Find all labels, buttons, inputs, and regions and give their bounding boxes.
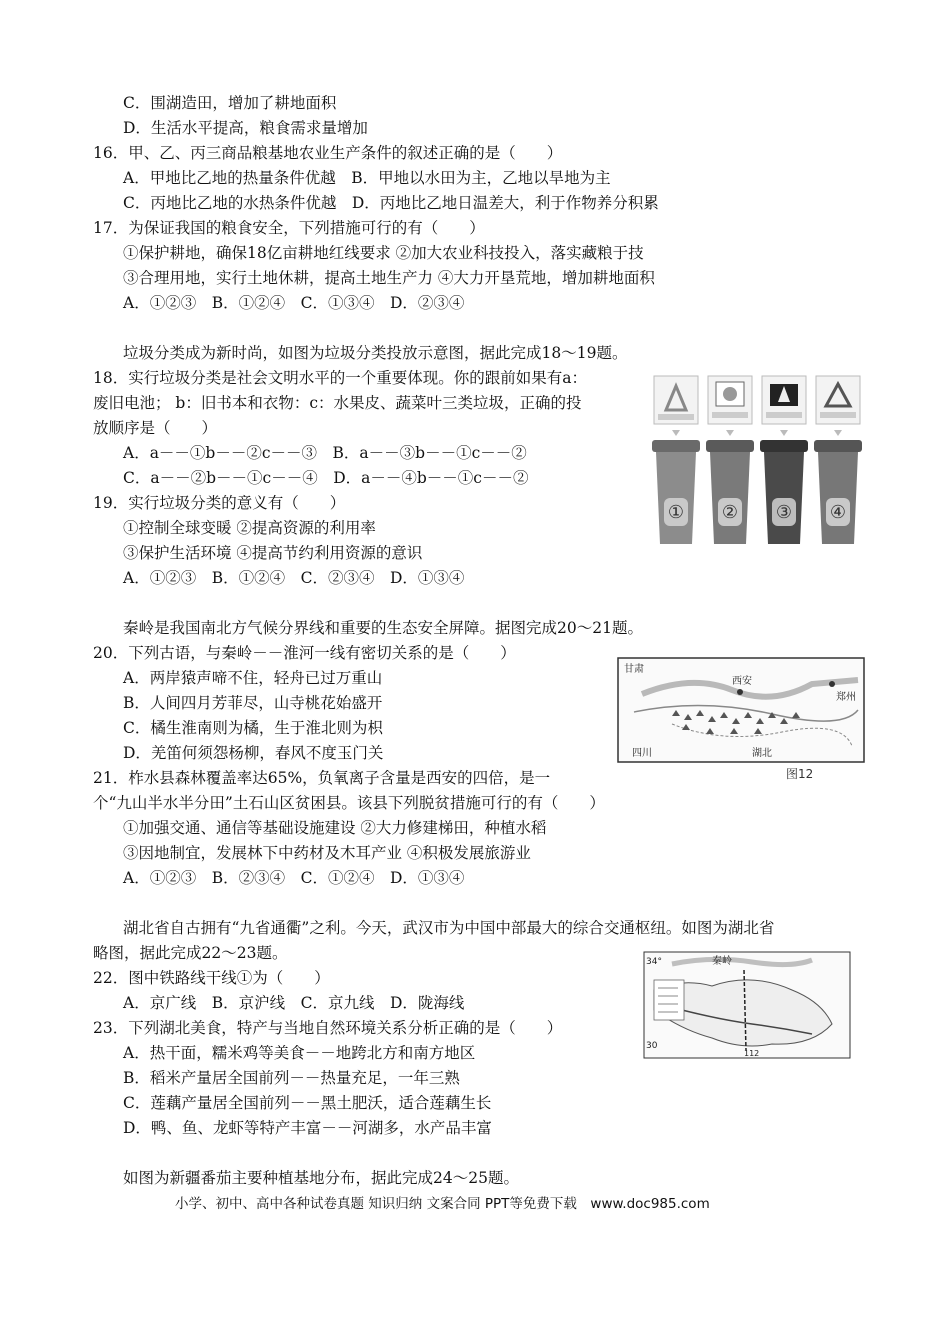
page-footer: 小学、初中、高中各种试卷真题 知识归纳 文案合同 PPT等免费下载 www.doc985.com	[175, 1196, 710, 1212]
svg-text:图12: 图12	[786, 767, 814, 781]
qinling-map-figure	[612, 654, 872, 786]
svg-text:西安: 西安	[732, 676, 752, 687]
question-19: 19．实行垃圾分类的意义有（ ）	[93, 494, 346, 512]
question-21-line2: 个“九山半水半分田”土石山区贫困县。该县下列脱贫措施可行的有（ ）	[93, 794, 605, 812]
bin-2	[706, 440, 754, 544]
statement-19-1: ①控制全球变暖 ②提高资源的利用率	[123, 519, 376, 537]
svg-text:②: ②	[721, 502, 739, 523]
option-23d: D．鸭、鱼、龙虾等特产丰富－－河湖多，水产品丰富	[123, 1119, 492, 1137]
question-18-line1: 18．实行垃圾分类是社会文明水平的一个重要体现。你的跟前如果有a：	[93, 369, 587, 387]
svg-text:秦岭: 秦岭	[712, 956, 732, 967]
question-23: 23．下列湖北美食，特产与当地自然环境关系分析正确的是（ ）	[93, 1019, 563, 1037]
question-21-line1: 21．柞水县森林覆盖率达65%，负氧离子含量是西安的四倍，是一	[93, 769, 551, 787]
option-20b: B．人间四月芳菲尽，山寺桃花始盛开	[123, 694, 383, 712]
kitchen-waste-icon	[708, 376, 752, 424]
statement-17-2: ③合理用地，实行土地休耕，提高土地生产力 ④大力开垦荒地，增加耕地面积	[123, 269, 655, 287]
recyclable-icon	[654, 376, 698, 424]
statement-21-2: ③因地制宜，发展林下中药材及木耳产业 ④积极发展旅游业	[123, 844, 531, 862]
options-22: A．京广线 B．京沪线 C．京九线 D．陇海线	[123, 994, 465, 1012]
statement-21-1: ①加强交通、通信等基础设施建设 ②大力修建梯田，种植水稻	[123, 819, 547, 837]
question-22: 22．图中铁路线干线①为（ ）	[93, 969, 330, 987]
option-15d: D．生活水平提高，粮食需求量增加	[123, 119, 368, 137]
statement-17-1: ①保护耕地，确保18亿亩耕地红线要求 ②加大农业科技投入，落实藏粮于技	[123, 244, 644, 262]
svg-text:④: ④	[829, 502, 847, 523]
options-17: A．①②③ B．①②④ C．①③④ D．②③④	[123, 294, 465, 312]
intro-22-23-line1: 湖北省自古拥有“九省通衢”之利。今天，武汉市为中国中部最大的综合交通枢纽。如图为湖北省	[123, 919, 775, 937]
intro-20-21: 秦岭是我国南北方气候分界线和重要的生态安全屏障。据图完成20～21题。	[123, 619, 643, 637]
svg-text:34°: 34°	[646, 957, 662, 967]
options-18cd: C．a－－②b－－①c－－④ D．a－－④b－－①c－－②	[123, 469, 529, 487]
svg-text:郑州: 郑州	[836, 692, 856, 703]
other-waste-icon	[816, 376, 860, 424]
intro-18-19: 垃圾分类成为新时尚，如图为垃圾分类投放示意图，据此完成18～19题。	[123, 344, 628, 362]
option-16cd: C．丙地比乙地的水热条件优越 D．丙地比乙地日温差大，利于作物养分积累	[123, 194, 659, 212]
question-17: 17．为保证我国的粮食安全，下列措施可行的有（ ）	[93, 219, 485, 237]
question-20: 20．下列古语，与秦岭－－淮河一线有密切关系的是（ ）	[93, 644, 516, 662]
svg-text:30: 30	[646, 1041, 658, 1051]
svg-text:湖北: 湖北	[752, 748, 772, 759]
option-23b: B．稻米产量居全国前列－－热量充足，一年三熟	[123, 1069, 460, 1087]
question-18-line2: 废旧电池； b：旧书本和衣物：c：水果皮、蔬菜叶三类垃圾，正确的投	[93, 394, 582, 412]
option-20a: A．两岸猿声啼不住，轻舟已过万重山	[123, 669, 383, 687]
bin-3	[760, 440, 808, 544]
hubei-map-figure	[642, 950, 852, 1060]
option-20c: C．橘生淮南则为橘，生于淮北则为枳	[123, 719, 383, 737]
question-18-line3: 放顺序是（ ）	[93, 419, 218, 437]
svg-text:112: 112	[744, 1049, 760, 1058]
bin-1	[652, 440, 700, 544]
hazardous-waste-icon	[762, 376, 806, 424]
svg-text:③: ③	[775, 502, 793, 523]
option-15c: C．围湖造田，增加了耕地面积	[123, 94, 337, 112]
option-23a: A．热干面，糯米鸡等美食－－地跨北方和南方地区	[123, 1044, 476, 1062]
option-16ab: A．甲地比乙地的热量条件优越 B．甲地以水田为主，乙地以旱地为主	[123, 169, 611, 187]
question-16: 16．甲、乙、丙三商品粮基地农业生产条件的叙述正确的是（ ）	[93, 144, 563, 162]
intro-24-25: 如图为新疆番茄主要种植基地分布，据此完成24～25题。	[123, 1169, 519, 1187]
option-20d: D．羌笛何须怨杨柳，春风不度玉门关	[123, 744, 384, 762]
svg-text:甘肃: 甘肃	[624, 664, 644, 675]
garbage-bins-figure	[650, 372, 866, 552]
bin-4	[814, 440, 862, 544]
statement-19-2: ③保护生活环境 ④提高节约利用资源的意识	[123, 544, 423, 562]
intro-22-23-line2: 略图，据此完成22～23题。	[93, 944, 288, 962]
options-21: A．①②③ B．②③④ C．①②④ D．①③④	[123, 869, 465, 887]
svg-text:①: ①	[667, 502, 685, 523]
option-23c: C．莲藕产量居全国前列－－黑土肥沃，适合莲藕生长	[123, 1094, 492, 1112]
options-19: A．①②③ B．①②④ C．②③④ D．①③④	[123, 569, 465, 587]
options-18ab: A．a－－①b－－②c－－③ B．a－－③b－－①c－－②	[123, 444, 527, 462]
svg-text:四川: 四川	[632, 748, 652, 759]
